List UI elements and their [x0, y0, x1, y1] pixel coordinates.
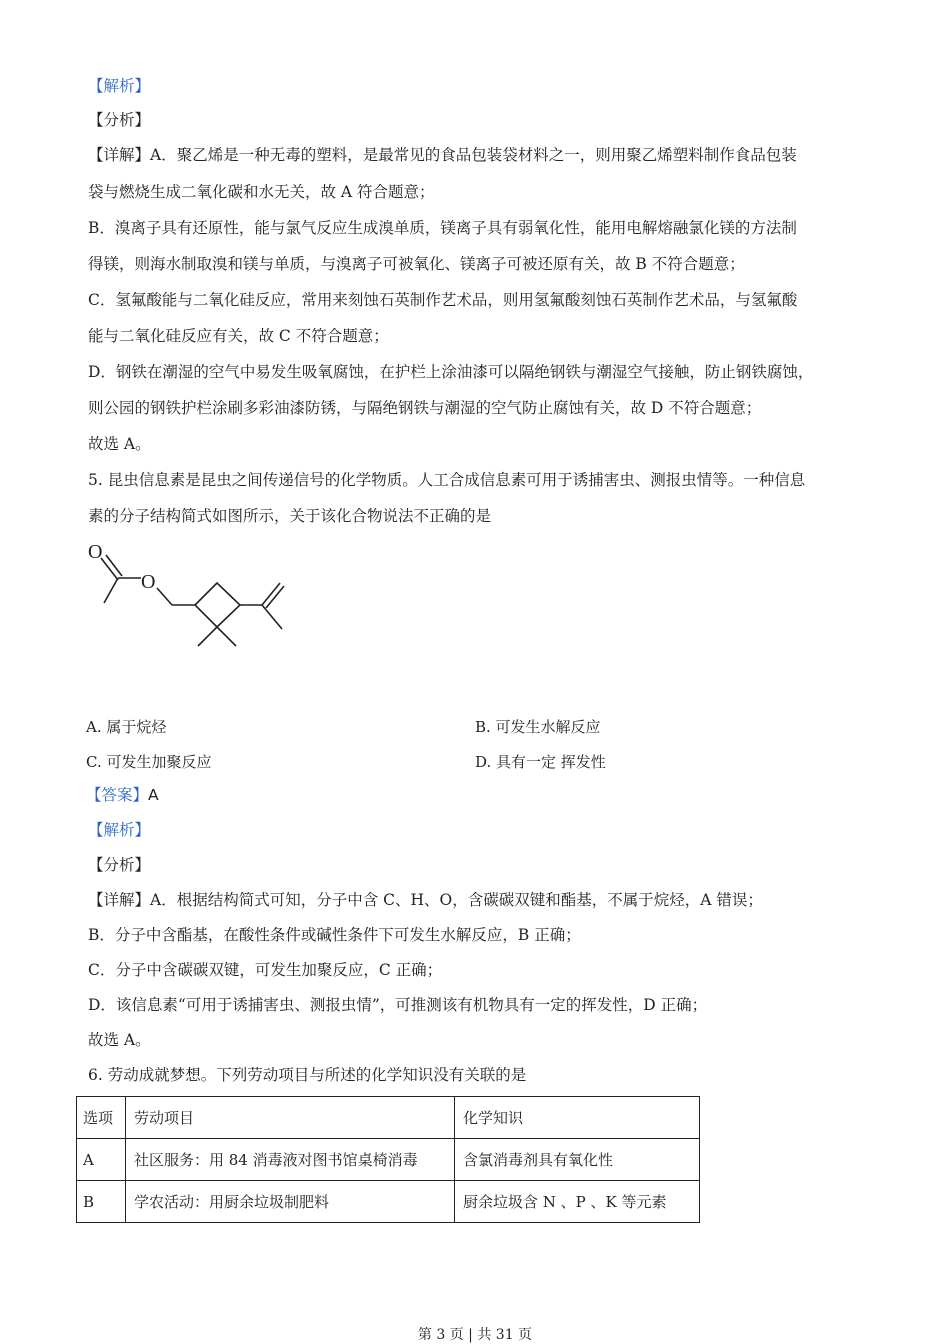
table-cell: 含氯消毒剂具有氧化性 — [455, 1139, 700, 1181]
answer-label: 【答案】 — [86, 786, 149, 804]
question-6-table — [76, 1096, 700, 1223]
table-header: 化学知识 — [455, 1097, 700, 1139]
analysis-heading: 【解析】 — [88, 821, 151, 839]
table-cell: A — [77, 1139, 126, 1181]
analysis-sub: 【分析】 — [88, 111, 151, 129]
table-header-row — [77, 1097, 700, 1139]
text-line: D．该信息素“可用于诱捕害虫、测报虫情”，可推测该有机物具有一定的挥发性，D 正确； — [88, 996, 708, 1014]
text-line: 故选 A。 — [88, 1031, 151, 1049]
option-d: D. 具有一定 挥发性 — [475, 753, 606, 771]
text-line: B．分子中含酯基，在酸性条件或碱性条件下可发生水解反应，B 正确； — [88, 926, 581, 944]
text-line: 【详解】A．根据结构简式可知，分子中含 C、H、O，含碳碳双键和酯基，不属于烷烃，A 错误； — [88, 891, 763, 909]
table-row — [77, 1181, 700, 1223]
text-line: 【详解】A．聚乙烯是一种无毒的塑料，是最常见的食品包装袋材料之一，则用聚乙烯塑料制作食品包装 — [88, 146, 797, 164]
option-c: C. 可发生加聚反应 — [86, 753, 212, 771]
option-a: A. 属于烷烃 — [86, 718, 167, 736]
question-6: 6. 劳动成就梦想。下列劳动项目与所述的化学知识没有关联的是 — [88, 1066, 527, 1084]
table-cell: 厨余垃圾含 N 、P 、K 等元素 — [455, 1181, 700, 1223]
answer-line — [86, 785, 159, 805]
analysis-sub: 【分析】 — [88, 856, 151, 874]
text-line: C．氢氟酸能与二氧化硅反应，常用来刻蚀石英制作艺术品，则用氢氟酸刻蚀石英制作艺术品，与氢氟酸 — [88, 291, 798, 309]
option-b: B. 可发生水解反应 — [475, 718, 601, 736]
table-row — [77, 1139, 700, 1181]
page-footer: 第 3 页 | 共 31 页 — [417, 1327, 533, 1343]
question-5-cont: 素的分子结构简式如图所示，关于该化合物说法不正确的是 — [88, 507, 492, 525]
text-line: 则公园的钢铁护栏涂刷多彩油漆防锈，与隔绝钢铁与潮湿的空气防止腐蚀有关，故 D 不符合题意； — [88, 399, 762, 417]
atom-o-ester: O — [141, 571, 156, 593]
table-header: 选项 — [77, 1097, 126, 1139]
text-line: 能与二氧化硅反应有关，故 C 不符合题意； — [88, 327, 389, 345]
text-line: B．溴离子具有还原性，能与氯气反应生成溴单质，镁离子具有弱氧化性，能用电解熔融氯化镁的方法制 — [88, 219, 797, 237]
text-line: 得镁，则海水制取溴和镁与单质，与溴离子可被氧化、镁离子可被还原有关，故 B 不符合题意； — [88, 255, 745, 273]
text-line: D．钢铁在潮湿的空气中易发生吸氧腐蚀，在护栏上涂油漆可以隔绝钢铁与潮湿空气接触，防止钢铁腐蚀， — [88, 363, 814, 381]
text-line: 袋与燃烧生成二氧化碳和水无关，故 A 符合题意； — [88, 183, 435, 201]
analysis-heading: 【解析】 — [88, 77, 151, 95]
table-cell: B — [77, 1181, 126, 1223]
atom-o-carbonyl: O — [88, 541, 103, 563]
table-cell: 社区服务：用 84 消毒液对图书馆桌椅消毒 — [126, 1139, 455, 1181]
table-cell: 学农活动：用厨余垃圾制肥料 — [126, 1181, 455, 1223]
table-header: 劳动项目 — [126, 1097, 455, 1139]
text-line: C．分子中含碳碳双键，可发生加聚反应，C 正确； — [88, 961, 443, 979]
question-5: 5. 昆虫信息素是昆虫之间传递信号的化学物质。人工合成信息素可用于诱捕害虫、测报虫情等。一种信息 — [88, 471, 806, 489]
text-line: 故选 A。 — [88, 435, 151, 453]
answer-value: A — [148, 786, 159, 804]
